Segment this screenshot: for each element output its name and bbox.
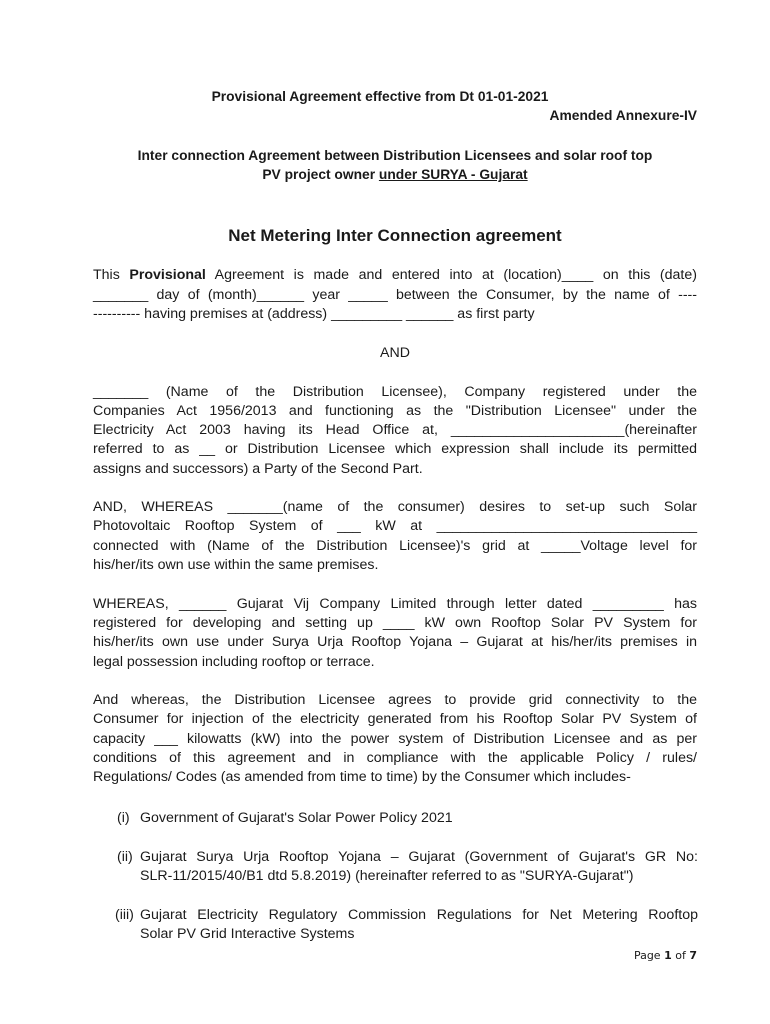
para4-line-3: his/her/its own use under Surya Urja Rooftop Yojana – Gujarat at his/her/its premises in bbox=[93, 634, 697, 650]
para3-line-1: AND, WHEREAS _______(name of the consumer) desires to set-up such Solar bbox=[93, 499, 697, 515]
para1-line-1: This Provisional Agreement is made and entered into at (location)____ on this (date) bbox=[93, 267, 697, 283]
para1-line-2: _______ day of (month)______ year _____ between the Consumer, by the name of ---- bbox=[93, 287, 697, 303]
page-number: Page 1 of 7 bbox=[633, 949, 697, 962]
annexure-label: Amended Annexure-IV bbox=[549, 108, 697, 123]
surya-gujarat-underlined: under SURYA - Gujarat bbox=[378, 167, 528, 182]
subtitle-line-2: PV project owner under SURYA - Gujarat bbox=[262, 167, 528, 182]
para2-line-5: assigns and successors) a Party of the Second Part. bbox=[93, 461, 423, 477]
list-item-1-number: (i) bbox=[117, 810, 130, 826]
para3-line-4: his/her/its own use within the same premises. bbox=[93, 557, 379, 573]
para4-line-2: registered for developing and setting up ____ kW own Rooftop Solar PV System for bbox=[93, 615, 697, 631]
list-item-2-text-line-2: SLR-11/2015/40/B1 dtd 5.8.2019) (hereinafter referred to as "SURYA-Gujarat") bbox=[140, 868, 634, 884]
para5-line-1: And whereas, the Distribution Licensee agrees to provide grid connectivity to the bbox=[93, 692, 697, 708]
para2-line-3: Electricity Act 2003 having its Head Office at, ______________________(hereinafter bbox=[93, 422, 697, 438]
para2-line-1: _______ (Name of the Distribution Licensee), Company registered under the bbox=[93, 384, 697, 400]
para2-line-2: Companies Act 1956/2013 and functioning as the "Distribution Licensee" under the bbox=[93, 403, 697, 419]
list-item-3-number: (iii) bbox=[115, 907, 134, 923]
document-title: Net Metering Inter Connection agreement bbox=[228, 226, 562, 245]
subtitle-line-1: Inter connection Agreement between Distribution Licensees and solar roof top bbox=[137, 148, 653, 163]
list-item-2-number: (ii) bbox=[117, 849, 133, 865]
para5-line-3: capacity ___ kilowatts (kW) into the power system of Distribution Licensee and as per bbox=[93, 731, 697, 747]
list-item-2-text-line-1: Gujarat Surya Urja Rooftop Yojana – Gujarat (Government of Gujarat's GR No: bbox=[140, 849, 698, 865]
list-item-3-text-line-2: Solar PV Grid Interactive Systems bbox=[140, 926, 355, 942]
para4-line-1: WHEREAS, ______ Gujarat Vij Company Limited through letter dated _________ has bbox=[93, 596, 697, 612]
para1-line-3: ---------- having premises at (address) _________ ______ as first party bbox=[93, 306, 535, 322]
para4-line-4: legal possession including rooftop or terrace. bbox=[93, 654, 375, 670]
para5-line-2: Consumer for injection of the electricity generated from his Rooftop Solar PV System of bbox=[93, 711, 697, 727]
para3-line-3: connected with (Name of the Distribution Licensee)'s grid at _____Voltage level for bbox=[93, 538, 697, 554]
para5-line-4: conditions of this agreement and in compliance with the applicable Policy / rules/ bbox=[93, 750, 697, 766]
and-separator: AND bbox=[380, 345, 410, 361]
list-item-1-text: Government of Gujarat's Solar Power Policy 2021 bbox=[140, 810, 453, 826]
para3-line-2: Photovoltaic Rooftop System of ___ kW at _________________________________ bbox=[93, 518, 697, 534]
para5-line-5: Regulations/ Codes (as amended from time to time) by the Consumer which includes- bbox=[93, 769, 631, 785]
para2-line-4: referred to as __ or Distribution Licensee which expression shall include its permitted bbox=[93, 441, 697, 457]
list-item-3-text-line-1: Gujarat Electricity Regulatory Commission Regulations for Net Metering Rooftop bbox=[140, 907, 698, 923]
effective-date-heading: Provisional Agreement effective from Dt 01-01-2021 bbox=[211, 89, 549, 104]
